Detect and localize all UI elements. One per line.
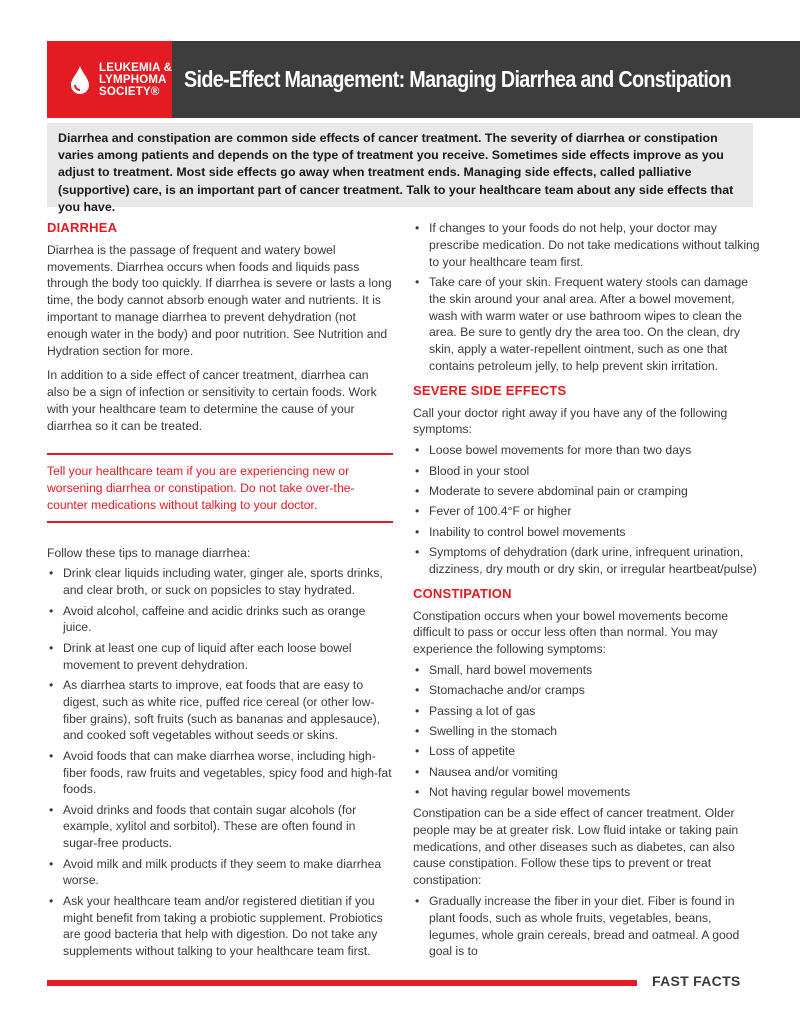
list-item: • Take care of your skin. Frequent watery stools can damage the skin around your anal area. After a bowel movement, wash with warm water or use bathroom wipes to clean the area. Be sure to gently dry the area too. On the clean, dry skin, apply a water-repellent ointment, such as one that contains petroleum jelly, to help prevent skin irritation. [413,274,760,375]
warning-callout: Tell your healthcare team if you are experiencing new or worsening diarrhea or constipation. Do not take over-the-counter medications without talking to your doctor. [47,453,393,523]
list-item: • Small, hard bowel movements [413,662,760,679]
footer-label: FAST FACTS [652,973,741,989]
list-item: • Drink at least one cup of liquid after each loose bowel movement to prevent dehydration. [47,640,393,674]
list-item: • Drink clear liquids including water, ginger ale, sports drinks, and clear broth, or suck on popsicles to stay hydrated. [47,565,393,599]
title-banner [172,41,800,118]
constipation-tips-list [413,893,760,960]
list-item: • Stomachache and/or cramps [413,682,760,699]
diarrhea-tips-list [47,565,393,960]
logo-line: LEUKEMIA & [99,61,173,74]
logo-line: SOCIETY® [99,85,160,98]
page-header [47,41,753,118]
list-item: • Inability to control bowel movements [413,524,760,541]
blood-drop-icon [69,65,91,95]
left-column [47,220,393,964]
constipation-causes: Constipation can be a side effect of cancer treatment. Older people may be at greater risk. Low fluid intake or taking pain medications, and other diseases such as diabetes, can also cause constipation. Follow these tips to prevent or treat constipation: [413,806,739,888]
list-item: • Symptoms of dehydration (dark urine, infrequent urination, dizziness, dry mouth or dry skin, or irregular heartbeat/pulse) [413,544,760,578]
page-title: Side-Effect Management: Managing Diarrhea and Constipation [184,66,732,92]
lls-logo [47,41,172,118]
diarrhea-definition: Diarrhea is the passage of frequent and watery bowel movements. Diarrhea occurs when foods and liquids pass through the body too quickly. If diarrhea is severe or lasts a long time, the body cannot absorb enough water and nutrients. It is important to manage diarrhea to prevent dehydration (not enough water in the body) and poor nutrition. See Nutrition and Hydration section for more. [47,242,392,358]
list-item: • As diarrhea starts to improve, eat foods that are easy to digest, such as white rice, puffed rice cereal (or other low-fiber grains), soft fruits (such as bananas and applesauce), and cooked soft vegetables without seeds or skins. [47,677,393,744]
list-item: • Fever of 100.4°F or higher [413,503,760,520]
list-item: • Loss of appetite [413,743,760,760]
list-item: • Loose bowel movements for more than two days [413,442,760,459]
logo-line: LYMPHOMA [99,73,167,86]
list-item: • Passing a lot of gas [413,703,760,720]
footer-divider [47,980,637,986]
logo-wordmark [99,62,172,98]
list-item: • Avoid foods that can make diarrhea worse, including high-fiber foods, raw fruits and vegetables, spicy food and high-fat foods. [47,748,393,798]
list-item: • Moderate to severe abdominal pain or cramping [413,483,760,500]
diarrhea-tips-intro: Follow these tips to manage diarrhea: [47,545,251,560]
list-item: • Blood in your stool [413,463,760,480]
constipation-symptoms-list [413,662,760,801]
diarrhea-heading: DIARRHEA [47,220,118,235]
severe-intro: Call your doctor right away if you have any of the following symptoms: [413,405,728,437]
list-item: • Ask your healthcare team and/or registered dietitian if you might benefit from taking a probiotic supplement. Probiotics are good bacteria that help with digestion. Do not take any supplements without talking to your healthcare team first. [47,893,393,960]
severe-symptoms-list [413,442,760,578]
list-item: • Not having regular bowel movements [413,784,760,801]
list-item: • Avoid alcohol, caffeine and acidic drinks such as orange juice. [47,603,393,637]
constipation-heading: CONSTIPATION [413,585,512,601]
list-item: • Gradually increase the fiber in your diet. Fiber is found in plant foods, such as whole fruits, vegetables, beans, legumes, whole grain cereals, bread and oatmeal. A good goal is to [413,893,760,960]
list-item: • If changes to your foods do not help, your doctor may prescribe medication. Do not take medications without talking to your healthcare team first. [413,220,760,270]
severe-heading: SEVERE SIDE EFFECTS [413,382,567,398]
intro-summary: Diarrhea and constipation are common side effects of cancer treatment. The severity of diarrhea or constipation varies among patients and depends on the type of treatment you receive. Sometimes side effects improve as you adjust to treatment. Most side effects go away when treatment ends. Managing side effects, called palliative (supportive) care, is an important part of cancer treatment. Talk to your healthcare team about any side effects that you have. [47,123,753,207]
list-item: • Swelling in the stomach [413,723,760,740]
list-item: • Nausea and/or vomiting [413,764,760,781]
right-column [413,220,760,964]
list-item: • Avoid drinks and foods that contain sugar alcohols (for example, xylitol and sorbitol). These are often found in sugar-free products. [47,802,393,852]
list-item: • Avoid milk and milk products if they seem to make diarrhea worse. [47,856,393,890]
diarrhea-tips-continued [413,220,760,375]
diarrhea-causes: In addition to a side effect of cancer treatment, diarrhea can also be a sign of infection or sensitivity to certain foods. Work with your healthcare team to determine the cause of your diarrhea so it can be treated. [47,368,377,433]
constipation-definition: Constipation occurs when your bowel movements become difficult to pass or occur less often than normal. You may experience the following symptoms: [413,608,729,657]
